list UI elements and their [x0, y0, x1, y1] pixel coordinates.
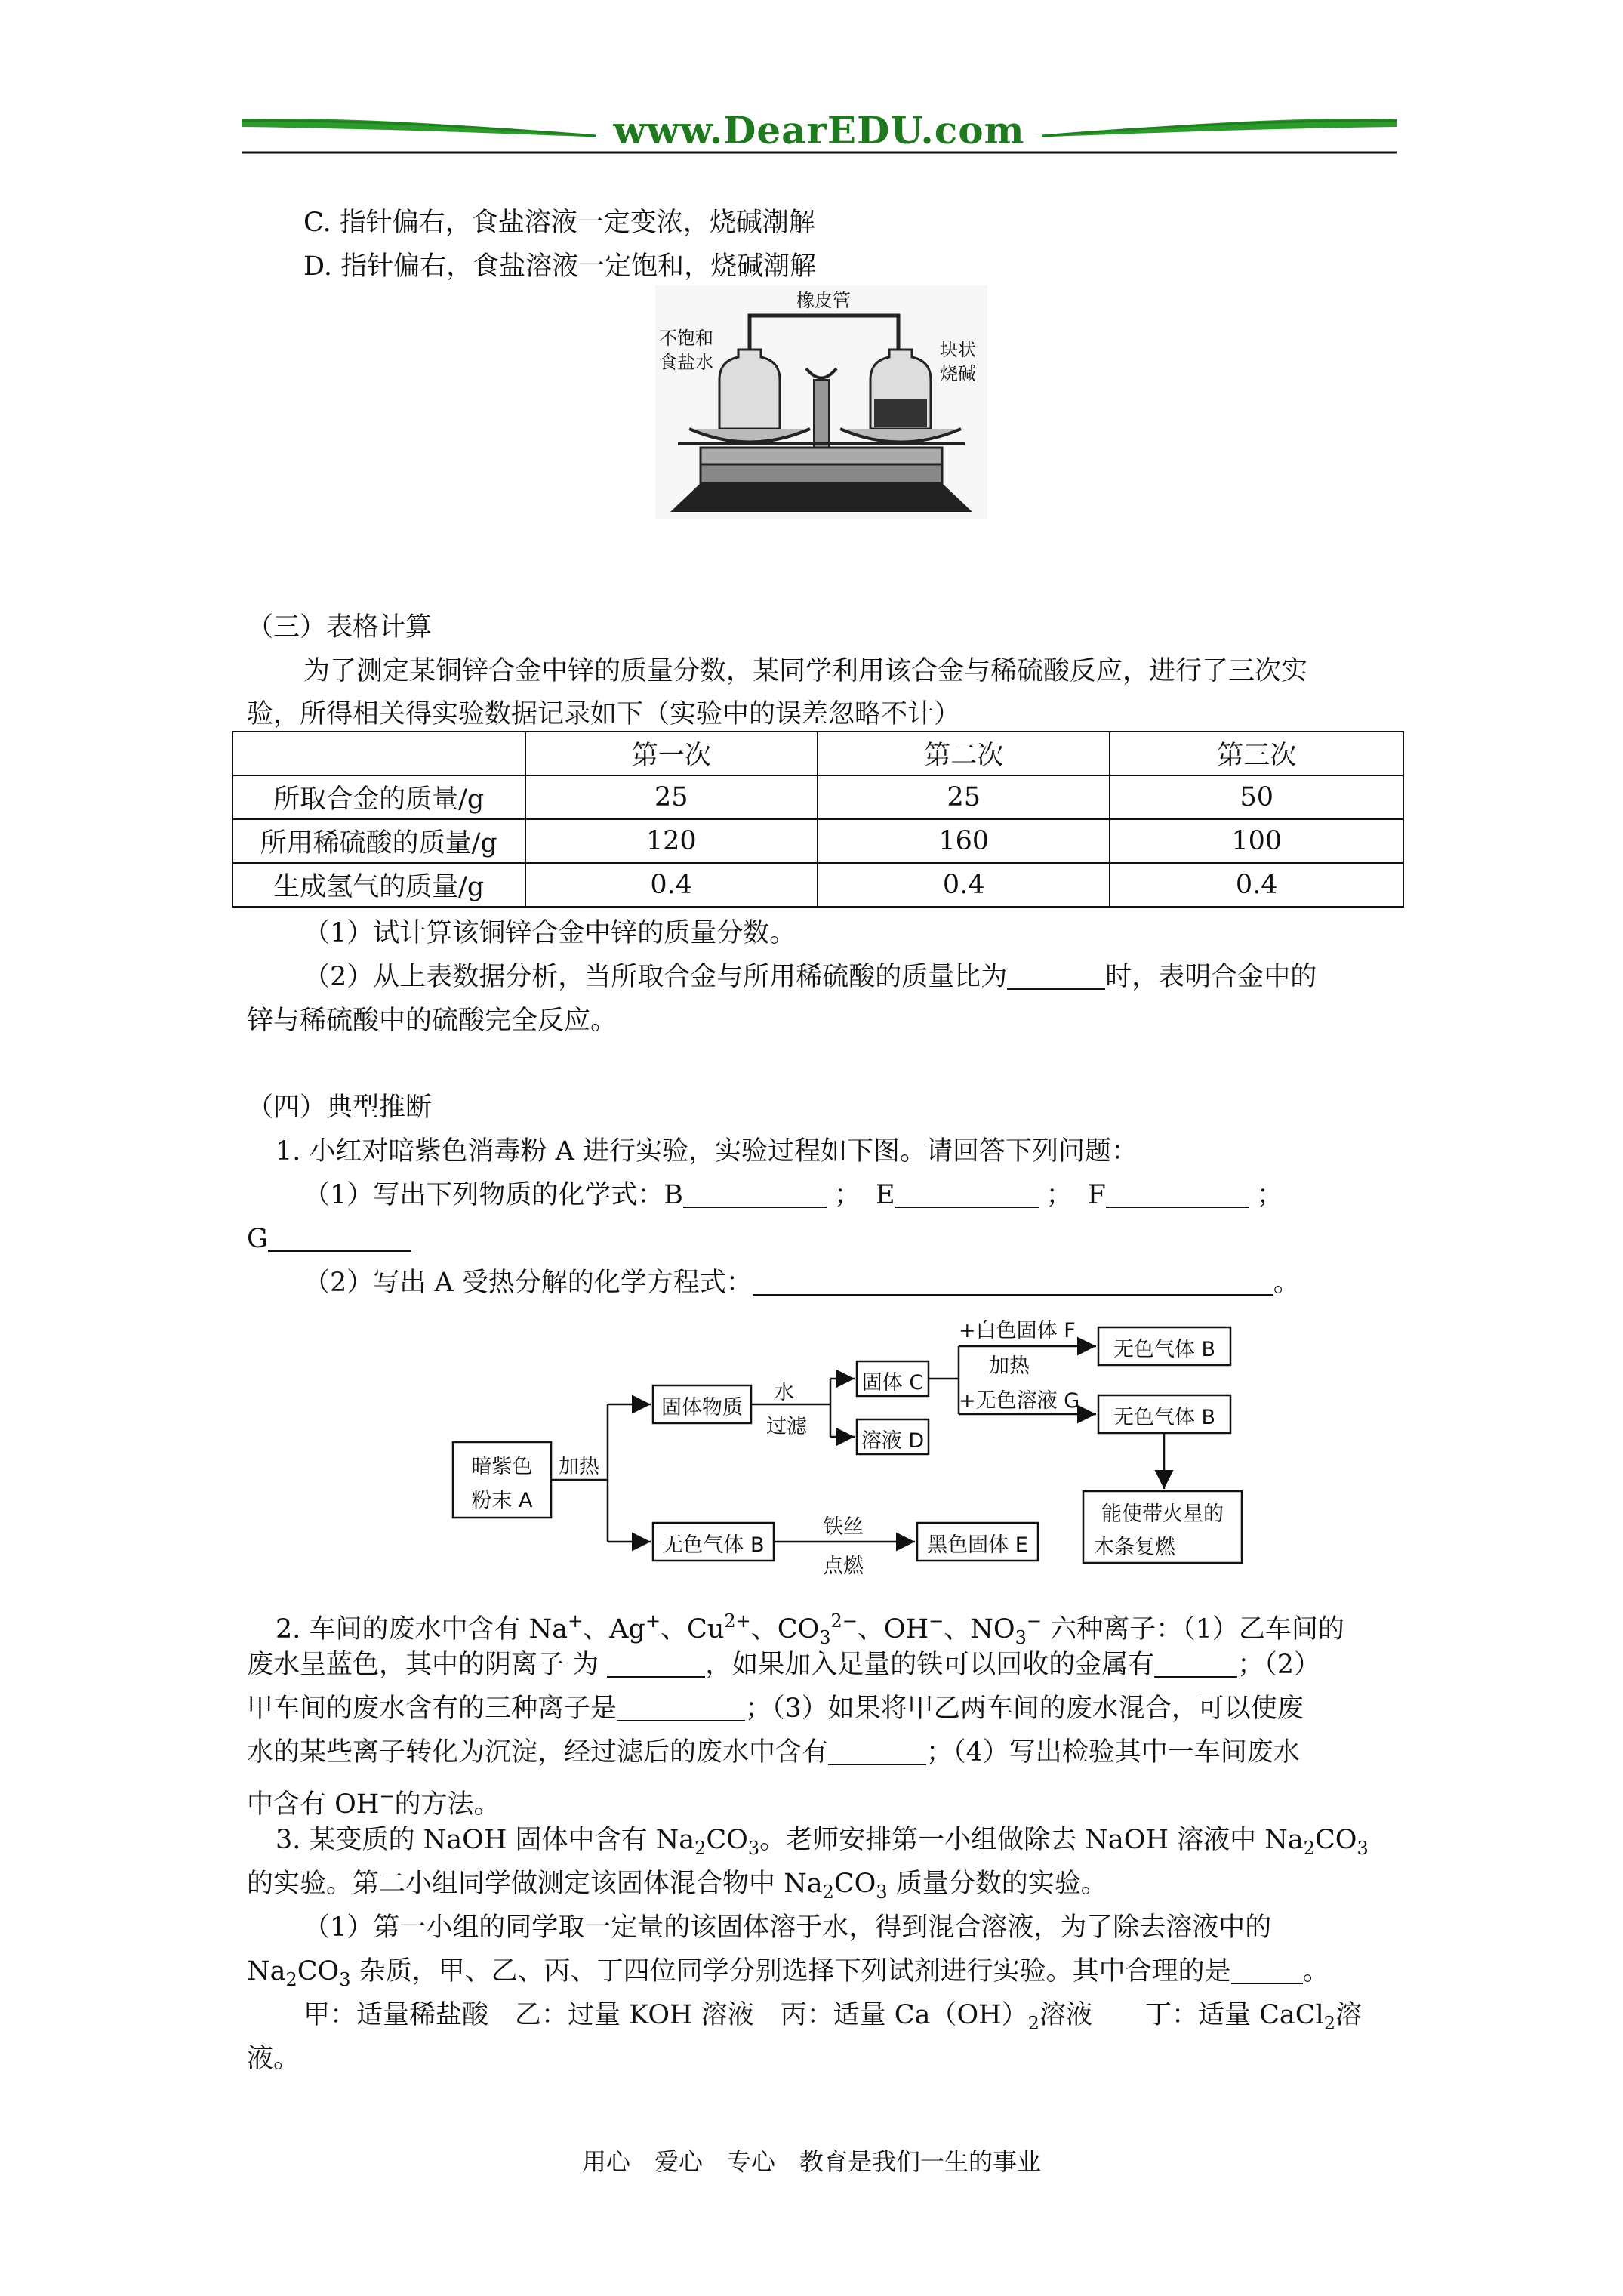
p3-text: 3. 某变质的 NaOH 固体中含有 Na: [276, 1825, 695, 1855]
subscript: 2: [822, 1881, 834, 1903]
table-cell: 0.4: [1110, 863, 1403, 907]
p3-text: 杂质，甲、乙、丙、丁四位同学分别选择下列试剂进行实验。其中合理的是: [350, 1956, 1231, 1986]
subscript: 3: [876, 1881, 888, 1903]
label-e: E: [876, 1180, 895, 1210]
node-black-e: 黑色固体 E: [927, 1533, 1028, 1557]
semicolon: ；: [1046, 1180, 1073, 1210]
reasonable-choice-blank[interactable]: [1231, 1952, 1303, 1984]
p3-text: CO: [1315, 1825, 1357, 1855]
p3-text: 甲：适量稀盐酸 乙：过量 KOH 溶液 丙：适量 Ca（OH）: [303, 2000, 1028, 2030]
q1-prefix: （1）写出下列物质的化学式：B: [303, 1180, 683, 1210]
p3-text: CO: [297, 1956, 340, 1986]
option-d: D. 指针偏右，食盐溶液一定饱和，烧碱潮解: [303, 251, 817, 282]
subscript: 3: [339, 1969, 351, 1990]
problem3-line3: （1）第一小组的同学取一定量的该固体溶于水，得到混合溶液，为了除去溶液中的: [303, 1912, 1272, 1943]
p3-text: 质量分数的实验。: [887, 1869, 1107, 1899]
subscript: 2: [285, 1969, 297, 1990]
p2-text: ；（3）如果将甲乙两车间的废水混合，可以使废: [745, 1693, 1304, 1724]
p2-text: 、NO: [944, 1614, 1015, 1644]
table-header-cell: [233, 732, 525, 775]
blank-g[interactable]: [268, 1220, 411, 1252]
p3-text: 溶: [1335, 2000, 1362, 2030]
charge-sup: −: [379, 1786, 395, 1807]
problem1-intro: 1. 小红对暗紫色消毒粉 A 进行实验，实验过程如下图。请回答下列问题：: [276, 1136, 1138, 1166]
table-cell: 120: [525, 819, 818, 863]
edge-filter: 过滤: [766, 1415, 807, 1438]
p2-text: 2. 车间的废水中含有 Na: [276, 1614, 568, 1644]
subscript: 2: [1303, 1838, 1316, 1859]
edge-iron-wire: 铁丝: [823, 1515, 864, 1539]
node-solid-c: 固体 C: [861, 1371, 924, 1395]
p2-text: 废水呈蓝色，其中的阴离子 为: [247, 1650, 608, 1680]
balance-drawing: [655, 285, 987, 519]
three-ions-blank[interactable]: [617, 1690, 745, 1721]
section3-q2-line2: 锌与稀硫酸中的硫酸完全反应。: [247, 1006, 617, 1036]
charge-sup: 2−: [830, 1610, 858, 1632]
node-gas-b-3: 无色气体 B: [662, 1533, 765, 1557]
problem3-line5: [303, 1993, 1362, 2045]
p3-text: Na: [247, 1956, 286, 1986]
option-c: C. 指针偏右，食盐溶液一定变浓，烧碱潮解: [303, 208, 815, 238]
label-g: G: [247, 1224, 268, 1254]
table-cell: 25: [818, 775, 1110, 819]
p2-text: 、CO: [750, 1614, 820, 1644]
flow-chart: [445, 1306, 1261, 1578]
edge-plus-f: +白色固体 F: [959, 1319, 1076, 1342]
charge-sup: +: [568, 1610, 584, 1632]
label-f: F: [1087, 1180, 1106, 1210]
charge-sup: +: [645, 1610, 661, 1632]
table-header-row: [233, 732, 1403, 775]
p3-text: 。老师安排第一小组做除去 NaOH 溶液中 Na: [759, 1825, 1304, 1855]
q2-text: （2）写出 A 受热分解的化学方程式：: [303, 1268, 753, 1298]
p3-text: 溶液 丁：适量 CaCl: [1039, 2000, 1324, 2030]
problem2-line3: [247, 1687, 1304, 1730]
charge-sup: −: [929, 1610, 944, 1632]
node-gas-b-1: 无色气体 B: [1113, 1338, 1216, 1361]
table-cell: 生成氢气的质量/g: [233, 863, 525, 907]
table-header-cell: 第三次: [1110, 732, 1403, 775]
p3-text: 。: [1302, 1956, 1329, 1986]
problem1-q1-g: [247, 1217, 411, 1261]
p3-text: 的实验。第二小组同学做测定该固体混合物中 Na: [247, 1869, 823, 1899]
left-bottle-label-2: 食盐水: [659, 352, 713, 373]
section4-title: （四）典型推断: [247, 1093, 433, 1123]
p2-text: 、Ag: [583, 1614, 645, 1644]
metal-blank[interactable]: [1154, 1646, 1237, 1678]
table-row: [233, 863, 1403, 907]
balance-figure: [655, 285, 987, 519]
subscript: 3: [819, 1627, 831, 1648]
semicolon: ；: [1256, 1180, 1283, 1210]
q2-mass-ratio-blank[interactable]: [1007, 958, 1105, 990]
problem2-line2: [247, 1643, 1320, 1687]
subscript: 3: [1015, 1627, 1027, 1648]
edge-water: 水: [774, 1381, 794, 1404]
node-a-line2: 粉末 A: [471, 1489, 533, 1512]
footer-motto: 用心 爱心 专心 教育是我们一生的事业: [581, 2147, 1041, 2176]
blank-e[interactable]: [895, 1176, 1039, 1208]
node-solution-d: 溶液 D: [861, 1429, 925, 1453]
semicolon: ；: [834, 1180, 861, 1210]
problem1-q2: [303, 1261, 1300, 1305]
p2-text: 中含有 OH: [247, 1789, 380, 1820]
tube-label: 橡皮管: [796, 285, 851, 312]
subscript: 3: [747, 1838, 760, 1859]
q2-text-a: （2）从上表数据分析，当所取合金与所用稀硫酸的质量比为: [303, 962, 1008, 992]
edge-ignite: 点燃: [823, 1555, 864, 1578]
edge-heat-2: 加热: [989, 1354, 1030, 1378]
table-cell: 所用稀硫酸的质量/g: [233, 819, 525, 863]
section3-q1: （1）试计算该铜锌合金中锌的质量分数。: [303, 918, 796, 948]
p2-text: 的方法。: [394, 1789, 500, 1820]
charge-sup: 2+: [724, 1610, 751, 1632]
experiment-table: [232, 731, 1404, 908]
node-solid: 固体物质: [661, 1396, 743, 1419]
node-gas-b-2: 无色气体 B: [1113, 1406, 1216, 1429]
node-a-line1: 暗紫色: [471, 1455, 533, 1478]
problem2-line4: [247, 1730, 1300, 1774]
p3-text: CO: [706, 1825, 748, 1855]
table-row: [233, 775, 1403, 819]
p3-text: CO: [833, 1869, 876, 1899]
node-relight-line2: 木条复燃: [1094, 1536, 1175, 1559]
problem1-q1: [303, 1173, 1283, 1217]
q2-text-b: 时，表明合金中的: [1105, 962, 1317, 992]
subscript: 2: [1323, 2013, 1335, 2034]
table-cell: 0.4: [818, 863, 1110, 907]
blank-b[interactable]: [683, 1176, 827, 1208]
edge-heat: 加热: [559, 1455, 599, 1478]
p2-text: 、Cu: [661, 1614, 725, 1644]
table-header-cell: 第一次: [525, 732, 818, 775]
left-bottle-label-1: 不饱和: [659, 328, 713, 349]
table-cell: 25: [525, 775, 818, 819]
table-cell: 100: [1110, 819, 1403, 863]
right-bottle-label-1: 块状: [940, 339, 976, 360]
section3-intro-2: 验，所得相关得实验数据记录如下（实验中的误差忽略不计）: [247, 699, 961, 729]
table-cell: 所取合金的质量/g: [233, 775, 525, 819]
p2-text: ；（4）写出检验其中一车间废水: [926, 1737, 1300, 1767]
subscript: 3: [1357, 1838, 1369, 1859]
table-cell: 160: [818, 819, 1110, 863]
period: 。: [1273, 1268, 1300, 1298]
blank-f[interactable]: [1106, 1176, 1249, 1208]
p2-text: 水的某些离子转化为沉淀，经过滤后的废水中含有: [247, 1737, 829, 1767]
table-cell: 0.4: [525, 863, 818, 907]
p2-text: ；（2）: [1237, 1650, 1321, 1680]
section3-title: （三）表格计算: [247, 612, 433, 643]
right-bottle-label-2: 烧碱: [940, 363, 976, 384]
header-site-name: www.DearEDU.com: [613, 108, 1025, 153]
section3-intro-1: 为了测定某铜锌合金中锌的质量分数，某同学利用该合金与稀硫酸反应，进行了三次实: [303, 656, 1308, 686]
problem3-line6: 液。: [247, 2044, 300, 2074]
p2-text: 、OH: [857, 1614, 929, 1644]
p2-text: 六种离子：（1）乙车间的: [1041, 1614, 1344, 1644]
table-cell: 50: [1110, 775, 1403, 819]
charge-sup: −: [1026, 1610, 1042, 1632]
edge-plus-g: +无色溶液 G: [959, 1389, 1080, 1413]
p2-text: 甲车间的废水含有的三种离子是: [247, 1693, 617, 1724]
section3-q2-line1: [303, 955, 1317, 999]
subscript: 2: [694, 1838, 707, 1859]
subscript: 2: [1027, 2013, 1039, 2034]
table-row: [233, 819, 1403, 863]
node-relight-line1: 能使带火星的: [1101, 1502, 1224, 1526]
p2-text: ，如果加入足量的铁可以回收的金属有: [705, 1650, 1155, 1680]
equation-blank[interactable]: [753, 1264, 1273, 1296]
anion-blank[interactable]: [607, 1646, 705, 1678]
filtrate-blank[interactable]: [828, 1734, 926, 1765]
table-header-cell: 第二次: [818, 732, 1110, 775]
